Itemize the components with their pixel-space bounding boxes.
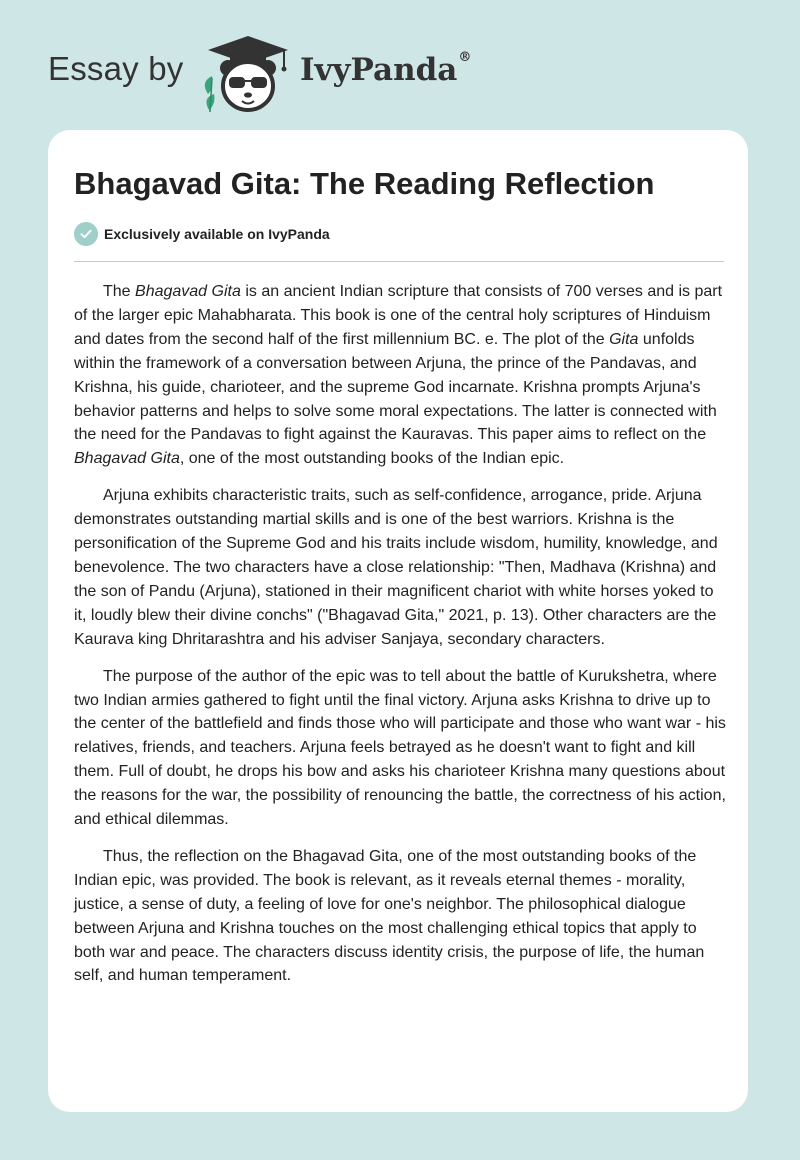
paragraph-text: Thus, the reflection on the Bhagavad Gita, one of the most outstanding books of the Indian epic, was provided. The book is relevant, as it reveals eternal themes - morality, justice, a sense of duty, a feeling of love for one's neighbor. The philosophical dialogue between Arjuna and Krishna touches on the most challenging ethical topics that apply to both war and peace. The characters discuss identity crisis, the purpose of life, the human self, and human temperament. bbox=[74, 847, 705, 985]
paragraph-text: The purpose of the author of the epic was to tell about the battle of Kurukshetra, where two Indian armies gathered to fight until the final victory. Arjuna asks Krishna to drive up to the center of the battlefield and finds those who will participate and those who want war - his relatives, friends, and teachers. Arjuna feels betrayed as he doesn't want to fight and kill them. Full of doubt, he drops his bow and asks his charioteer Krishna many questions about the reasons for the war, the possibility of renouncing the battle, the correctness of his action, and ethical dilemmas. bbox=[74, 667, 726, 829]
ivypanda-logo-text[interactable] bbox=[300, 49, 472, 88]
essay-body bbox=[74, 280, 726, 1001]
essay-paragraph bbox=[74, 484, 726, 651]
essay-by-label: Essay by bbox=[48, 50, 184, 87]
paragraph-text: unfolds within the framework of a conversation between Arjuna, the prince of the Pandavas, and Krishna, his guide, charioteer, and the supreme God incarnate. Krishna prompts Arjuna's behavior patterns and helps to solve some moral expectations. The latter is connected with the need for the Pandavas to fight against the Kauravas. This paper aims to reflect on the bbox=[74, 330, 717, 444]
italic-title-reference: Gita bbox=[609, 330, 639, 348]
exclusive-badge-label: Exclusively available on IvyPanda bbox=[104, 226, 330, 242]
title-divider bbox=[74, 261, 724, 262]
italic-title-reference: Bhagavad Gita bbox=[74, 450, 180, 468]
italic-title-reference: Bhagavad Gita bbox=[135, 283, 241, 300]
essay-title: Bhagavad Gita: The Reading Reflection bbox=[74, 166, 655, 201]
panda-graduate-logo-icon[interactable] bbox=[200, 34, 296, 114]
site-header bbox=[0, 0, 800, 130]
paragraph-text: , one of the most outstanding books of the Indian epic. bbox=[179, 450, 565, 468]
paragraph-text: The bbox=[103, 283, 136, 300]
essay-paragraph bbox=[74, 665, 726, 832]
exclusive-badge bbox=[74, 222, 330, 246]
checkmark-circle-icon bbox=[74, 222, 98, 246]
essay-paragraph bbox=[74, 280, 726, 471]
paragraph-text: Arjuna exhibits characteristic traits, such as self-confidence, arrogance, pride. Arjuna demonstrates outstanding martial skills and is one of the best warriors. Krishna is the personification of the Supreme God and his traits include wisdom, humility, knowledge, and benevolence. The two characters have a close relationship: "Then, Madhava (Krishna) and the son of Pandu (Arjuna), stationed in their magnificent chariot with white horses yoked to it, loudly blew their divine conchs" ("Bhagavad Gita," 2021, p. 13). Other characters are the Kaurava king Dhritarashtra and his adviser Sanjaya, secondary characters. bbox=[74, 487, 718, 648]
essay-card bbox=[48, 130, 748, 1112]
essay-paragraph bbox=[74, 845, 726, 988]
brand-name: IvyPanda bbox=[300, 52, 458, 88]
paragraph-text: is an ancient Indian scripture that consists of 700 verses and is part of the larger epic Mahabharata. This book is one of the central holy scriptures of Hinduism and dates from the second half of the first millennium BC. e. The plot of the bbox=[74, 283, 723, 348]
trademark-symbol: ® bbox=[458, 49, 472, 65]
